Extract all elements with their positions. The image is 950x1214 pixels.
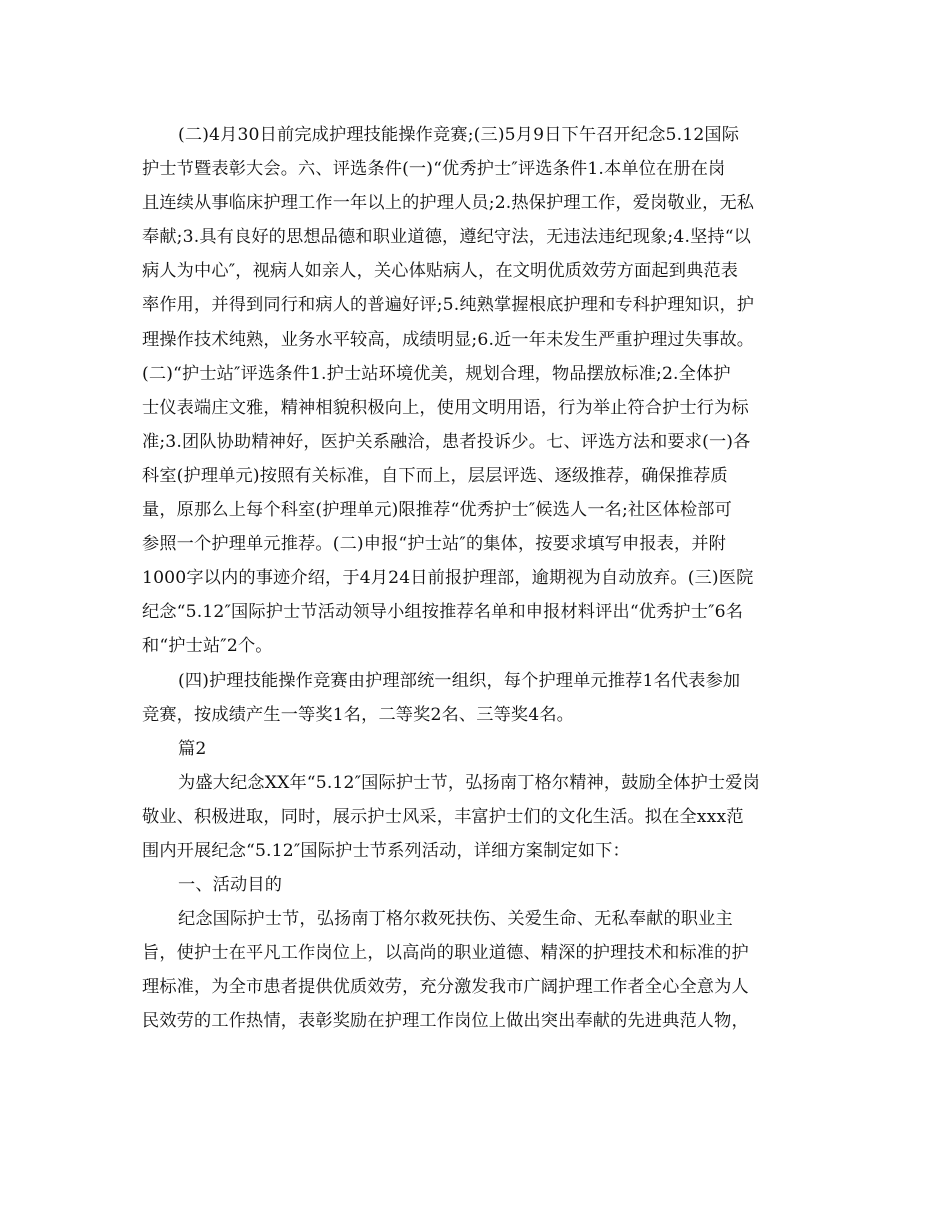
text-line: 旨，使护士在平凡工作岗位上，以高尚的职业道德、精深的护理技术和标准的护: [142, 943, 749, 964]
text-line: 民效劳的工作热情，表彰奖励在护理工作岗位上做出突出奉献的先进典范人物，: [142, 1011, 749, 1032]
text-line: 纪念“5.12″国际护士节活动领导小组按推荐名单和申报材料评出“优秀护士″6名: [142, 602, 744, 623]
text-line: 和“护士站″2个。: [142, 636, 273, 657]
text-line: 奉献;3.具有良好的思想品德和职业道德，遵纪守法，无违法违纪现象;4.坚持“以: [142, 227, 752, 248]
document-body: [142, 118, 817, 1039]
text-line: 士仪表端庄文雅，精神相貌积极向上，使用文明用语，行为举止符合护士行为标: [142, 397, 749, 418]
text-line: 1000字以内的事迹介绍，于4月24日前报护理部，逾期视为自动放弃。(三)医院: [142, 568, 754, 589]
text-line: 纪念国际护士节，弘扬南丁格尔救死扶伤、关爱生命、无私奉献的职业主: [178, 909, 733, 930]
text-line: 且连续从事临床护理工作一年以上的护理人员;2.热保护理工作，爱岗敬业，无私: [142, 193, 755, 214]
text-line: 围内开展纪念“5.12″国际护士节系列活动，详细方案制定如下：: [142, 840, 630, 861]
text-line: 准;3.团队协助精神好，医护关系融洽，患者投诉少。七、评选方法和要求(一)各: [142, 431, 751, 452]
text-line: 病人为中心″，视病人如亲人，关心体贴病人，在文明优质效劳方面起到典范表: [142, 261, 739, 282]
text-line: 量，原那么上每个科室(护理单元)限推荐“优秀护士″候选人一名;社区体检部可: [142, 500, 732, 521]
text-line: 科室(护理单元)按照有关标准，自下而上，层层评选、逐级推荐，确保推荐质: [142, 465, 728, 486]
text-line: 参照一个护理单元推荐。(二)申报“护士站″的集体，按要求填写申报表，并附: [142, 534, 727, 555]
text-line: 理标准，为全市患者提供优质效劳，充分激发我市广阔护理工作者全心全意为人: [142, 977, 749, 998]
text-line: 理操作技术纯熟，业务水平较高，成绩明显;6.近一年未发生严重护理过失事故。: [142, 329, 755, 350]
text-line: 竞赛，按成绩产生一等奖1名，二等奖2名、三等奖4名。: [142, 704, 575, 725]
text-line: 为盛大纪念XX年“5.12″国际护士节，弘扬南丁格尔精神，鼓励全体护士爱岗: [178, 772, 760, 793]
text-line: 篇2: [178, 738, 207, 759]
text-line: 护士节暨表彰大会。六、评选条件(一)“优秀护士″评选条件1.本单位在册在岗: [142, 159, 726, 180]
text-line: (二)4月30日前完成护理技能操作竞赛;(三)5月9日下午召开纪念5.12国际: [178, 125, 740, 145]
text-line: (二)“护士站″评选条件1.护士站环境优美，规划合理，物品摆放标准;2.全体护: [142, 363, 731, 384]
text-line: 敬业、积极进取，同时，展示护士风采，丰富护士们的文化生活。拟在全xxx范: [142, 806, 744, 827]
text-line: (四)护理技能操作竞赛由护理部统一组织，每个护理单元推荐1名代表参加: [178, 670, 741, 691]
text-line: 率作用，并得到同行和病人的普遍好评;5.纯熟掌握根底护理和专科护理知识，护: [142, 295, 755, 316]
text-line: 一、活动目的: [178, 875, 283, 896]
